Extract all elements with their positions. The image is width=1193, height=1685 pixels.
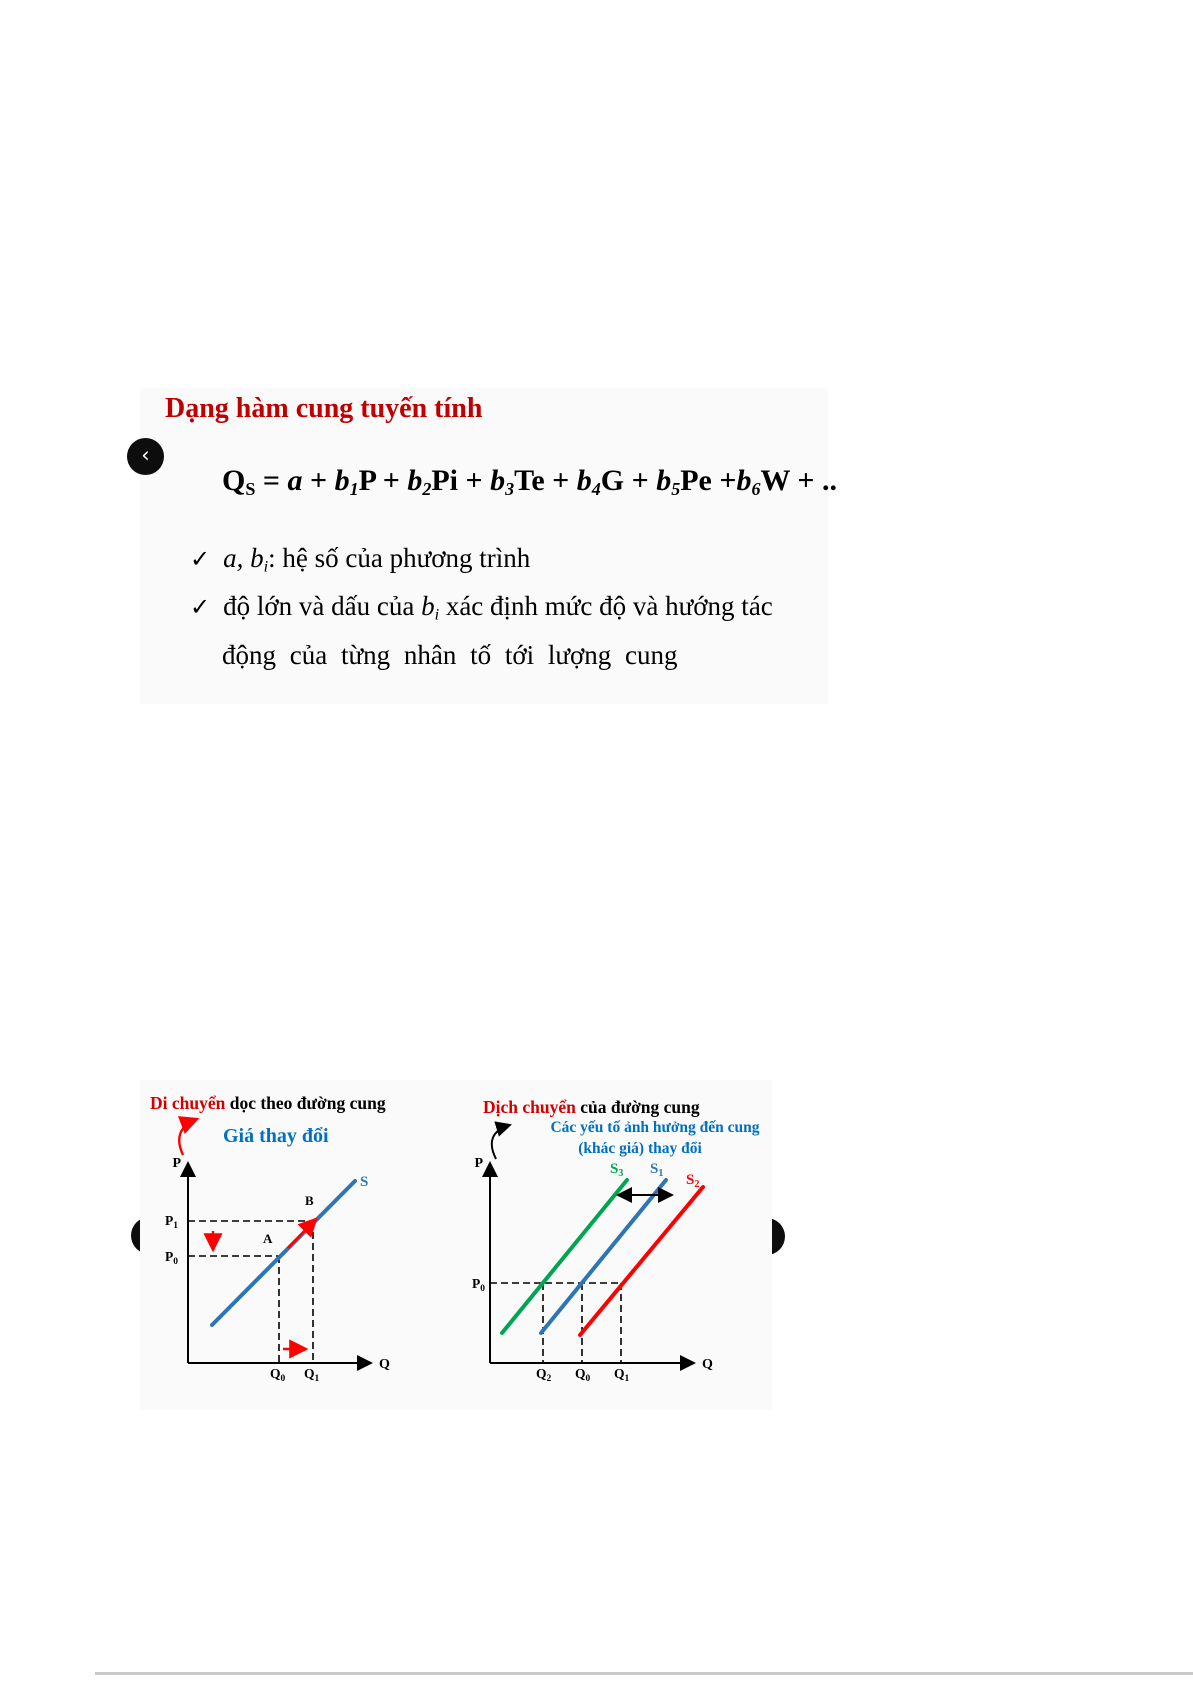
diagram-heading: Dịch chuyển của đường cung: [483, 1097, 700, 1117]
prev-slide-button[interactable]: [127, 438, 164, 475]
movement-along-curve-arrow: [288, 1219, 316, 1248]
x-axis-label: Q: [379, 1357, 390, 1372]
p1-tick-label: $P_1$: [165, 1213, 178, 1231]
curved-arrow-icon: [179, 1119, 197, 1155]
bullet-item: [190, 543, 530, 577]
checkmark-icon: ✓: [190, 545, 211, 573]
slide-linear-supply-function: [140, 388, 838, 704]
p0-tick-label: $P_0$: [472, 1276, 485, 1294]
q0-tick-label: $Q_0$: [270, 1366, 286, 1384]
y-axis-label: P: [172, 1156, 181, 1171]
shift-factors-annotation-line2: (khác giá) thay đổi: [578, 1140, 702, 1157]
q1-tick-label: $Q_1$: [614, 1366, 630, 1384]
q0-tick-label: $Q_0$: [575, 1366, 591, 1384]
slide-supply-curve-diagrams: [140, 1080, 772, 1410]
y-axis-label: P: [474, 1156, 483, 1171]
point-a-label: A: [263, 1231, 273, 1246]
bullet-text-continuation: động của từng nhân tố tới lượng cung: [222, 640, 678, 670]
supply-curve-label: S: [360, 1174, 369, 1190]
q2-tick-label: $Q_2$: [536, 1366, 552, 1384]
price-change-annotation: Giá thay đổi: [223, 1125, 329, 1147]
page-divider-line: [95, 1672, 1193, 1675]
shift-factors-annotation-line1: Các yếu tố ảnh hưởng đến cung: [550, 1119, 760, 1136]
s1-label: $S_1$: [650, 1161, 664, 1179]
supply-curve-s3: [502, 1180, 627, 1333]
s3-label: $S_3$: [610, 1161, 624, 1179]
q1-tick-label: $Q_1$: [304, 1366, 320, 1384]
bullet-item: [190, 591, 773, 625]
curve-shift-diagram: [470, 1085, 780, 1395]
chevron-left-icon: ‹: [141, 442, 150, 467]
supply-curve: [212, 1181, 355, 1325]
curved-arrow-icon: [492, 1125, 510, 1159]
movement-along-curve-diagram: [145, 1085, 440, 1395]
point-b-label: B: [305, 1193, 314, 1208]
p0-tick-label: $P_0$: [165, 1249, 178, 1267]
x-axis-label: Q: [702, 1357, 713, 1372]
s2-label: $S_2$: [686, 1172, 700, 1190]
slide-title: Dạng hàm cung tuyến tính: [165, 393, 483, 424]
bullet-text: a, bi: hệ số của phương trình: [223, 543, 531, 576]
bullet-text: độ lớn và dấu của bi xác định mức độ và hướng tác: [223, 591, 773, 624]
diagram-heading: Di chuyển dọc theo đường cung: [150, 1093, 386, 1113]
checkmark-icon: ✓: [190, 593, 211, 621]
supply-formula: QS = a + b1P + b2Pi + b3Te + b4G + b5Pe +b6W + ..: [222, 464, 838, 500]
